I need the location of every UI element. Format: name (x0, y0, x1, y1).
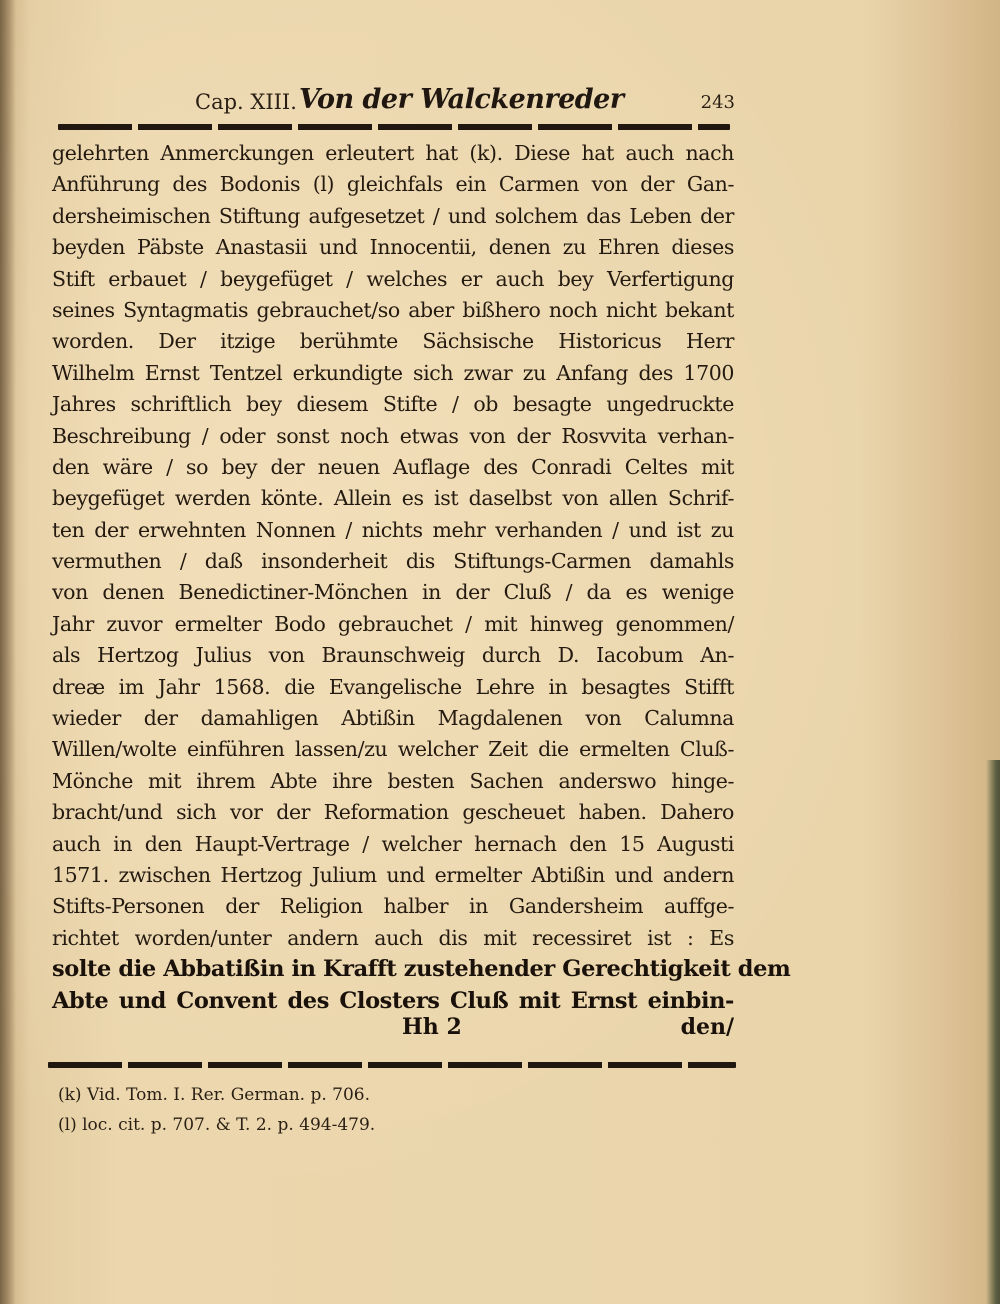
footnote: (k) Vid. Tom. I. Rer. German. p. 706. (58, 1085, 371, 1105)
text-line: Beschreibung / oder sonst noch etwas von der Rosvvita verhan- (52, 423, 734, 448)
text-line: seines Syntagmatis gebrauchet/so aber bißhero noch nicht bekant (52, 297, 734, 322)
text-line: 1571. zwischen Hertzog Julium und ermelter Abtißin und andern (52, 862, 734, 887)
text-line: dreæ im Jahr 1568. die Evangelische Lehre in besagtes Stifft (52, 674, 734, 699)
running-title: Von der Walckenreder (299, 84, 624, 115)
header-rule (58, 124, 730, 130)
footnotes (58, 1080, 658, 1140)
text-line: den wäre / so bey der neuen Auflage des Conradi Celtes mit (52, 454, 734, 479)
signature-row (52, 1014, 734, 1046)
page-number: 243 (700, 92, 735, 113)
text-line: von denen Benedictiner-Mönchen in der Cluß / da es wenige (52, 580, 734, 605)
emphasized-line: Abte und Convent des Closters Cluß mit Ernst einbin- (52, 987, 734, 1014)
text-line: ten der erwehnten Nonnen / nichts mehr verhanden / und ist zu (52, 517, 734, 542)
catchword: den/ (680, 1014, 734, 1040)
text-line: beygefüget werden könte. Allein es ist daselbst von allen Schrif- (52, 486, 734, 511)
running-head (195, 84, 735, 124)
footnote: (l) loc. cit. p. 707. & T. 2. p. 494-479. (58, 1115, 376, 1135)
body-text (52, 138, 791, 1017)
chapter-label: Cap. XIII. (195, 90, 297, 114)
text-line: Willen/wolte einführen lassen/zu welcher Zeit die ermelten Cluß- (52, 737, 734, 762)
page-edge-shadow (986, 760, 1000, 1304)
text-line: bracht/und sich vor der Reformation gescheuet haben. Dahero (52, 800, 734, 825)
footnote-rule (48, 1062, 736, 1068)
text-line: Anführung des Bodonis (l) gleichfals ein Carmen von der Gan- (52, 172, 734, 197)
binding-gutter (0, 0, 16, 1304)
text-line: auch in den Haupt-Vertrage / welcher hernach den 15 Augusti (52, 831, 734, 856)
text-line: vermuthen / daß insonderheit dis Stiftungs-Carmen damahls (52, 549, 734, 574)
text-line: worden. Der itzige berühmte Sächsische Historicus Herr (52, 329, 734, 354)
signature-mark: Hh 2 (402, 1014, 462, 1040)
text-line: Stift erbauet / beygefüget / welches er auch bey Verfertigung (52, 266, 734, 291)
text-line: Mönche mit ihrem Abte ihre besten Sachen anderswo hinge- (52, 768, 734, 793)
text-line: gelehrten Anmerckungen erleutert hat (k). Diese hat auch nach (52, 141, 734, 165)
text-line: Wilhelm Ernst Tentzel erkundigte sich zwar zu Anfang des 1700 (52, 360, 734, 385)
text-line: beyden Päbste Anastasii und Innocentii, denen zu Ehren dieses (52, 235, 734, 260)
text-line: dersheimischen Stiftung aufgesetzet / und solchem das Leben der (52, 203, 734, 228)
text-line: wieder der damahligen Abtißin Magdalenen von Calumna (52, 706, 734, 731)
emphasized-line: solte die Abbatißin in Krafft zustehender Gerechtigkeit dem (52, 956, 791, 983)
text-line: richtet worden/unter andern auch dis mit recessiret ist : Es (52, 925, 734, 950)
text-line: Stifts-Personen der Religion halber in Gandersheim auffge- (52, 894, 734, 919)
text-line: als Hertzog Julius von Braunschweig durch D. Iacobum An- (52, 643, 734, 668)
text-line: Jahres schriftlich bey diesem Stifte / ob besagte ungedruckte (52, 392, 734, 417)
text-line: Jahr zuvor ermelter Bodo gebrauchet / mit hinweg genommen/ (52, 611, 734, 636)
